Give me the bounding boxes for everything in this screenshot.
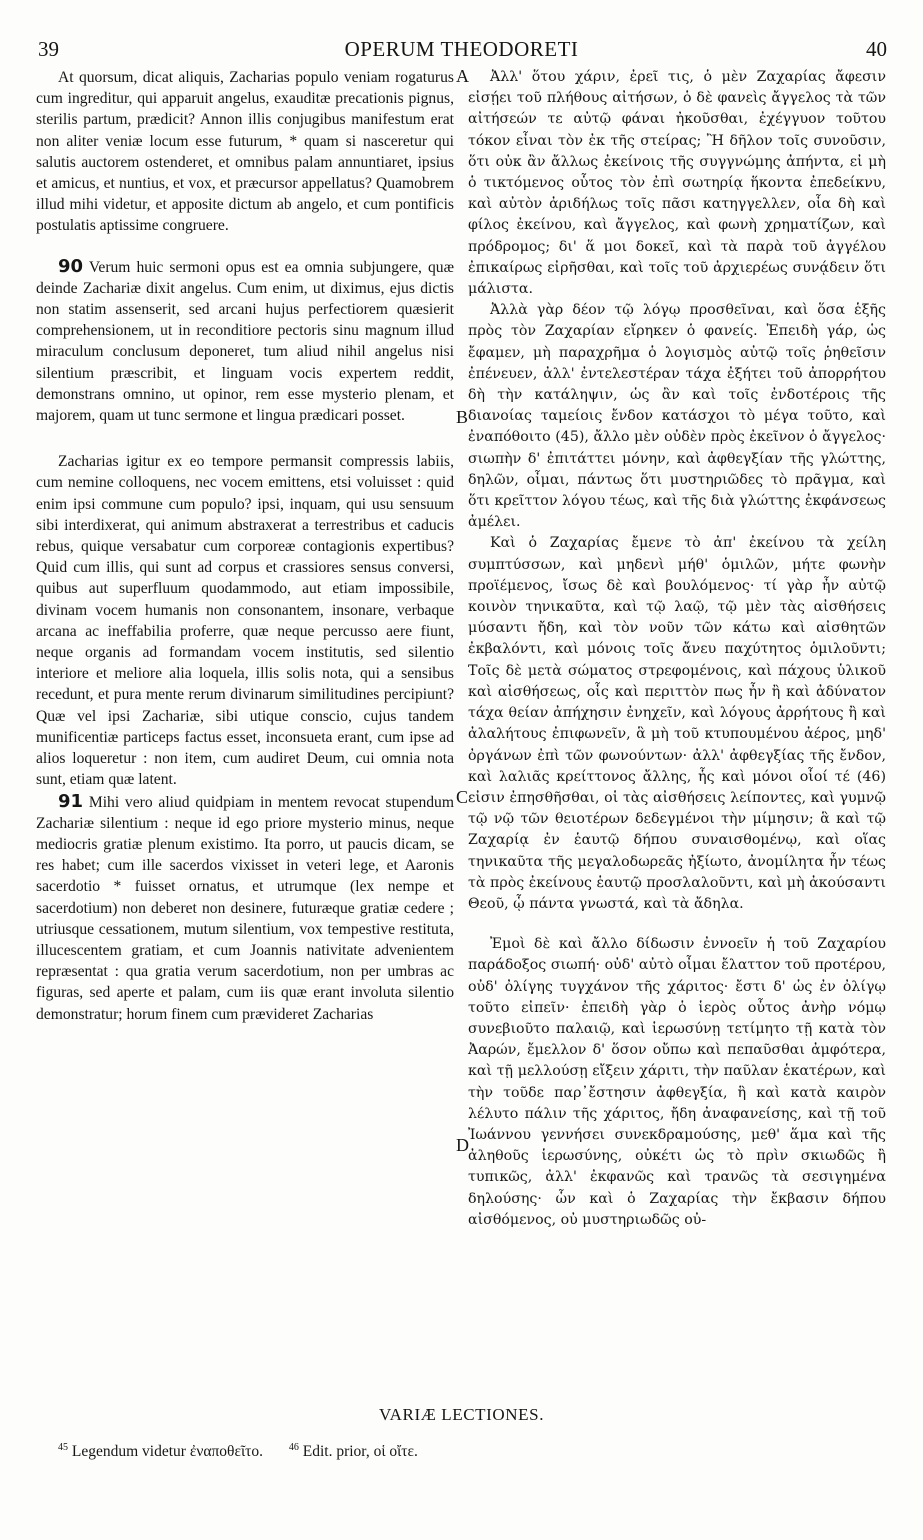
latin-column xyxy=(36,67,454,1025)
greek-paragraph-3: Καὶ ὁ Ζαχαρίας ἔμενε τὸ ἀπ' ἐκείνου τὰ χείλη συμπτύσσων, καὶ μηδενὶ μήθ' ὁμιλῶν, μήτε φωνὴν προϊέμενος, ἴσως δὲ καὶ βουλόμενος· τί γὰρ ἦν αὐτῷ κοινὸν τηνικαῦτα, καὶ τῷ λαῷ, τῷ μὲν τὰς αἰσθήσεις μύσαντι ἤδη, καὶ τὸν νοῦν τῶν κάτω καὶ αἰσθητῶν ἐκβαλόντι, καὶ μόνοις τοῖς ἄνευ παχύτητος ὁμιλοῦντι; Τοῖς δὲ μετὰ σώματος στρεφομένοις, καὶ πάχους ὑλικοῦ καὶ αἰσθήσεως, οἷς καὶ περιττὸν πως ἦν ἢ καὶ ἀδύνατον τάχα θείαν ἀπήχησιν ἐνηχεῖν, καὶ λόγους ἀρρήτους ἢ καὶ ἀλαλήτους ἐπιφωνεῖν, ἃ μὴ τοῦ κτυπουμένου ἀέρος, μηδ' ὀργάνων ἐπὶ τῶν φωνούντων· ἀλλ' ἀφθεγξίας τῆς ἔνδον, καὶ λαλιᾶς κρείττονος ἄλλης, ἧς καὶ μόνοι οἷοί τέ (46) εἰσιν ἐπησθῆσθαι, οἱ τὰς αἰσθήσεις λείποντες, καὶ γυμνῷ τῷ νῷ τῶν θειοτέρων δεδεγμένοι τὴν μίμησιν; ἃ καὶ τῷ Ζαχαρίᾳ ἐν ἑαυτῷ δήπου συναισθομένῳ, καὶ οἵας τηνικαῦτα τῆς μεγαλοδωρεᾶς ἠξίωτο, ἀνομίλητα ἦν τέως τὰ πρὸς ἐκείνους ἑαυτῷ προσλαλοῦντι, καὶ μὴ ἀκούσαντι Θεοῦ, ᾧ πάντα γνωστά, καὶ τὰ ἄδηλα. xyxy=(468,535,886,912)
variant-notes xyxy=(58,1437,898,1463)
margin-letter-d: D xyxy=(456,1135,469,1155)
note-45-text: Legendum videtur ἐναποθεῖτο. xyxy=(71,1443,263,1461)
margin-letter-a: A xyxy=(456,66,469,86)
note-46-text: Edit. prior, οἱ οἴτε. xyxy=(302,1443,418,1461)
latin-paragraph-91: Mihi vero aliud quidpiam in mentem revocat stupendum Zachariæ silentium : neque id ego priore mysterio minus, neque mediocris gratiæ plenum existimo. Ita porro, ut paucis dicam, se res habet; cum ille sacerdos vixisset in veteri lege, et Aaronis sacerdotio * fuisset ornatus, et utrumque (lex nempe et sacerdotium) non deberet non desinere, futuræque gratiæ cedere ; utriusque cessationem, mutum silentium, vox tempestive restituta, illucescentem gratiam, et cum Joannis nativitate advenientem repræsentat : qua gratia verum sacerdotium, non per umbras ac figuras, sed aperte et palam, cum iis quæ erant involuta silentio demonstratur; horum finem cum prævideret Zacharias xyxy=(36,793,454,1023)
section-number-90: 90 xyxy=(58,255,84,277)
greek-column xyxy=(468,67,886,1231)
margin-letter-b: B xyxy=(456,407,469,427)
note-46 xyxy=(289,1443,418,1460)
greek-paragraph-4: Ἐμοὶ δὲ καὶ ἄλλο δίδωσιν ἐννοεῖν ἡ τοῦ Ζαχαρίου παράδοξος σιωπή· οὐδ' αὐτὸ οἶμαι ἔλαττον τοῦ προτέρου, οὐδ' ὀλίγης τυγχάνον τῆς χάριτος· ἔστι δ' ὡς ἐν ὀλίγῳ τοῦτο εἰπεῖν· ἐπειδὴ γὰρ ὁ ἱερὸς οὗτος ἀνὴρ νόμῳ συνεβιοῦτο παλαιῷ, καὶ ἱερωσύνῃ τετίμητο τῇ κατὰ τὸν Ἀαρών, ἔμελλον δ' ὅσον οὔπω καὶ πεπαῦσθαι ἀμφότερα, καὶ τῇ μελλούσῃ εἴξειν χάριτι, τὴν παῦλαν ἑκατέρων, καὶ τὴν τοῦδε παρ᾽ἔστησιν ἀφθεγξία, ἣ καὶ κατὰ καιρὸν λέλυτο πάλιν τῆς χάριτος, ἤδη ἀναφανείσης, καὶ τῇ τοῦ Ἰωάννου γεννήσει συνεκδραμούσης, μεθ' ἅμα καὶ τῆς ἀληθοῦς ἱερωσύνης, οὐκέτι ὡς τὸ πρὶν σκιωδῶς ἢ τυπικῶς, ἀλλ' ἐκφανῶς καὶ τρανῶς τὰ σεσιγημένα δηλούσης· ὧν καὶ ὁ Ζαχαρίας τὴν ἔκβασιν δήπου αἰσθόμενος, οὐ μυστηριωδῶς οὐ- xyxy=(468,936,886,1228)
greek-paragraph-1: Ἀλλ' ὅτου χάριν, ἐρεῖ τις, ὁ μὲν Ζαχαρίας ἄφεσιν εἰσῄει τοῦ πλήθους αἰτήσων, ὁ δὲ φανεὶς ἄγγελος τὰ τῶν αἰτήσεών τε αὐτῷ φάναι ἠκοῦσθαι, ἐχέγγυον τοῦτου τόκον εἶναι τὸν ἐκ τῆς στείρας; Ἢ δῆλον τοῖς συνοῦσιν, ὅτι οὐκ ἂν ἄλλως ἐκείνοις τῆς συγγνώμης ἀπήντα, εἰ μὴ ὁ τικτόμενος οὗτος τὸν ἐπὶ σωτηρίᾳ ἥκοντα ἐπεδείκνυ, καὶ αὐτὸν ἀριδήλως τοῖς πᾶσι κατηγγελλεν, οἷα δὴ καὶ φίλος ἐκείνου, καὶ ἄγγελος, καὶ φωνὴ χρηματίζων, καὶ πρόδρομος; δι' ἅ μοι δοκεῖ, καὶ τὰ παρὰ τοῦ ἀγγέλου ἐπικαίρως εἰρῆσθαι, καὶ τοῖς τοῦ ἀρχιερέως συνᾴδειν ὅτι μάλιστα. xyxy=(468,69,886,298)
note-45 xyxy=(58,1443,263,1460)
note-45-ref: 45 xyxy=(58,1442,68,1453)
latin-paragraph-1: At quorsum, dicat aliquis, Zacharias populo veniam rogaturus cum ingreditur, qui apparuit angelus, exauditæ precationis pignus, sterilis partum, prædicit? Annon illis conjugibus manifestum erat non aliter veniæ locum esse futurum, * quam si nasceretur qui salutis auctorem ostenderet, et omnibus palam annuntiaret, ipsius et amicus, et nuntius, et vox, et præcursor appellatus? Quamobrem illud mihi videtur, et apposite dictum ab angelo, et cum pontificis postulatis aptissime congruere. xyxy=(36,69,454,235)
greek-paragraph-2: Ἀλλὰ γὰρ δέον τῷ λόγῳ προσθεῖναι, καὶ ὅσα ἑξῆς πρὸς τὸν Ζαχαρίαν εἴρηκεν ὁ φανείς. Ἐπειδὴ γάρ, ὡς ἔφαμεν, μὴ παραχρῆμα ὁ λογισμὸς αὐτῷ τοῖς ῥηθεῖσιν ἐπένευεν, ἀλλ' ἐντελεστέραν τάχα ἐξήτει τοῦ ἀπορρήτου δὴ τὴν κατάληψιν, ὡς ἂν καὶ τοῖς ἐνδοτέροις τῆς διανοίας ταμείοις ἔνδον κατάσχοι τὸ μέγα τοῦτο, καὶ ἐναπόθοιτο (45), ἄλλο μὲν οὐδὲν πρὸς ἐκεῖνον ὁ ἄγγελος· σιωπὴν δ' ἐπιτάττει μόνην, καὶ ἀφθεγξίαν τῆς γλώττης, δηλῶν, οἶμαι, πάντως ὅτι μυστηριῶδες τὸ πρᾶγμα, καὶ ὅτι κρεῖττον λόγου τέως, καὶ τῆς διὰ γλώττης ἐκφάνσεως ἀμέλει. xyxy=(468,302,886,531)
section-number-91: 91 xyxy=(58,790,84,812)
note-46-ref: 46 xyxy=(288,1442,299,1453)
latin-paragraph-90: Verum huic sermoni opus est ea omnia subjungere, quæ deinde Zachariæ dixit angelus. Cum enim, ut diximus, ejus dictis non statim assenserit, sed arcani hujus perfectiorem quæsierit comprehensionem, ut in reconditiore pectoris sinu magnum illud miraculum conclusum deponeret, tum aliud nihil angelus nisi silentium præscribit, et linguam vocis expertem reddit, demonstrans omnino, ut opinor, rem esse mysterio plenam, et majorem, quam ut tunc sermone et lingua prædicari posset. xyxy=(36,258,454,425)
page-number-right: 40 xyxy=(866,37,887,61)
page-number-left: 39 xyxy=(38,37,59,61)
latin-paragraph-3: Zacharias igitur ex eo tempore permansit compressis labiis, cum nemine colloquens, nec vocem emittens, etsi voluisset : quid enim ipsi commune cum populo? ipsi, inquam, qui usu sensuum sibi interdixerat, qui animum abstraxerat a terrestribus et caducis rebus, quique versabatur cum corporeæ contagionis expertibus? Quid cum illis, qui sunt ad corpus et crassiores sensus conversi, quibus aut superfluum quodammodo, aut etiam impossibile, divinam vocem humanis non consonantem, insonare, verbaque arcana ac ineffabilia proferre, quæ neque percusso aere fiunt, neque organis ad formandam vocem institutis, sed silentio interiore et meliore alia loquela, illis solis nota, qui a sensibus recedunt, et pura mente rerum divinarum similitudines percipiunt? Quæ vel ipsi Zachariæ, sibi utique conscio, cujus tandem munificentiæ particeps factus esset, inconsueta erant, cum ipse ad alios loqueretur : non item, cum audiret Deum, cui omnia nota sunt, etiam quæ latent. xyxy=(36,453,454,789)
latin-section-91 xyxy=(36,791,454,1025)
latin-section-90 xyxy=(36,256,454,427)
variae-lectiones-heading: VARIÆ LECTIONES. xyxy=(378,1405,545,1424)
running-title: OPERUM THEODORETI xyxy=(344,37,579,61)
margin-letter-c: C xyxy=(456,787,469,807)
